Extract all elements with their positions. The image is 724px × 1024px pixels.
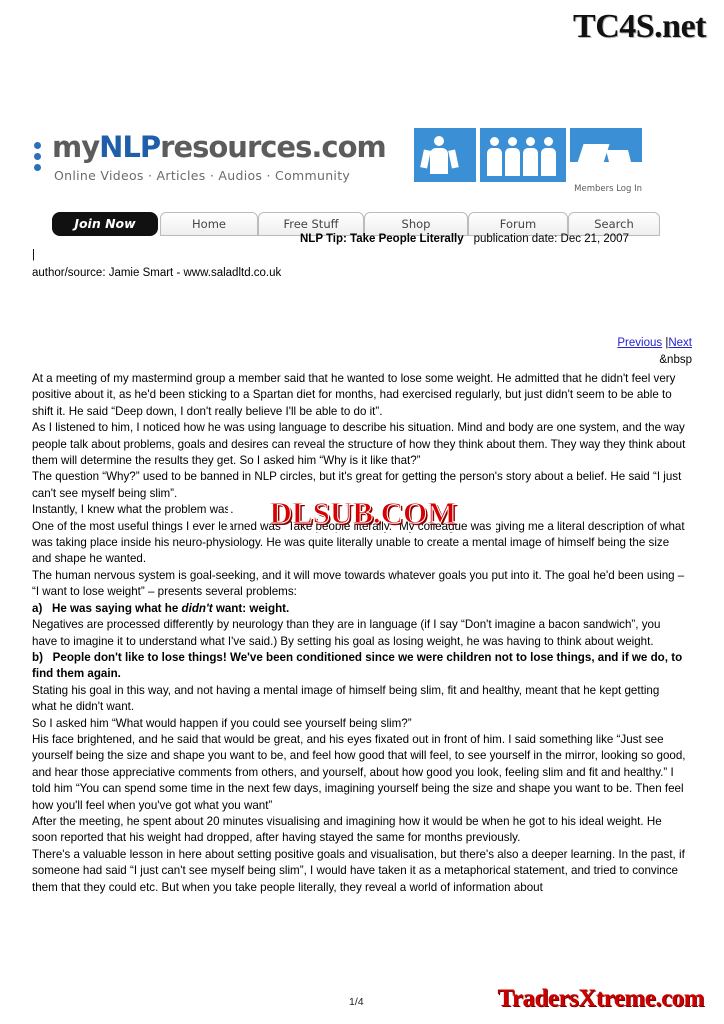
nav-tab-join-now[interactable]: Join Now [52,212,158,236]
site-logo[interactable] [32,128,386,198]
banner-images [384,128,642,194]
logo-text-nlp: NLP [99,130,161,164]
logo-dots-icon [34,142,46,176]
center-watermark: DLSUB.COM [269,495,457,530]
paragraph: One of the most useful things I ever learned was “Take people literally.” My colleague was giving me a literal description of what was taking place inside his neuro-physiology. He was quite literally unable to create a mental image of himself being the size and shape he wanted. [32,519,685,566]
article-title-line [300,233,629,245]
pipe-separator: | [32,249,35,261]
paragraph: After the meeting, he spent about 20 minutes visualising and imagining how it would be when he got to his ideal weight. He soon reported that his weight had dropped, after having stayed the same for months previously. [32,814,662,845]
page-number: 1/4 [349,996,364,1008]
nav-tab-home[interactable]: Home [160,212,258,236]
logo-tagline: Online Videos · Articles · Audios · Community [54,168,351,183]
list-item-b [32,650,686,683]
banner-image-figure [414,128,476,182]
list-item-a [32,601,686,617]
previous-link[interactable]: Previous [617,337,663,349]
nav-tab-search[interactable]: Search [568,212,660,236]
list-item-a-text-post: want: weight. [212,601,290,615]
list-item-a-label: a) [32,601,43,615]
banner-image-landscape [570,128,642,182]
paragraph: His face brightened, and he said that would be great, and his eyes fixated out in front of him. I said something like “Just see yourself being the size and shape you want to be, and feel how good that will feel, to see yourself in the mirror, looking so good, and hear those appreciative comments from others, and yourself, about how good you look, feeling slim and fit and healthy.” I told him “You can spend some time in the next few days, imagining yourself being the size and shape you want to be. Then feel how you'll feel when you've got what you want” [32,732,686,812]
paragraph: Negatives are processed differently by neurology than they are in language (if I say “Don't imagine a bacon sandwich”, you have to imagine it to understand what I've said.) By setting his goal as losing weight, he was having to think about weight. [32,618,661,648]
top-watermark: TC4S.net [573,8,706,45]
article-title: NLP Tip: Take People Literally [300,233,464,245]
article-publication-date: publication date: Dec 21, 2007 [473,233,629,245]
paragraph: So I asked him “What would happen if you could see yourself being slim?” [32,716,412,730]
paragraph: The question “Why?” used to be banned in NLP circles, but it's great for getting the person's story about a belief. He said “I just can't see myself being slim”. [32,470,682,500]
article-body [32,371,686,896]
nav-tab-shop[interactable]: Shop [364,212,468,236]
paragraph: As I listened to him, I noticed how he was using language to describe his situation. Mind and body are one system, and the way people talk about problems, goals and desires can reveal the structure of how they think about them. They way they think about them will determine the results they get. So I asked him “Why is it like that?” [32,421,686,468]
nav-tab-free-stuff[interactable]: Free Stuff [258,212,364,236]
nav-tab-forum[interactable]: Forum [468,212,568,236]
paragraph: The human nervous system is goal-seeking, and it will move towards whatever goals you put into it. The goal he'd been using – “I want to lose weight” – presents several problems: [32,568,685,599]
next-link[interactable]: Next [668,337,692,349]
members-login-link[interactable]: Members Log In [574,184,642,194]
paragraph: Instantly, I knew what the problem was. [32,503,234,517]
list-item-b-text: People don't like to lose things! We've been conditioned since we were children not to lose things, and if we do, to find them again. [32,650,683,681]
banner-image-group [480,128,566,182]
pager-separator: | [665,337,669,349]
paragraph: At a meeting of my mastermind group a member said that he wanted to lose some weight. He admitted that he didn't feel very positive about it, as he'd been sticking to a Spartan diet for months, had exercised regularly, but just didn't seem to be able to shift it. He said “Deep down, I don't really believe I'll be able to do it”. [32,372,676,418]
logo-wordmark [52,130,386,164]
site-banner [32,128,642,208]
list-item-a-text-italic: didn't [181,601,213,615]
article-pager [617,337,692,349]
nbsp-text: &nbsp [659,354,692,366]
logo-text-resources: resources [160,130,312,164]
logo-text-com: .com [311,130,386,164]
logo-text-my: my [52,130,100,164]
paragraph: Stating his goal in this way, and not having a mental image of himself being slim, fit and healthy, meant that he kept getting what he didn't want. [32,683,660,714]
footer-watermark: TradersXtreme.com [497,985,704,1012]
list-item-b-label: b) [32,650,43,664]
paragraph: There's a valuable lesson in here about setting positive goals and visualisation, but there's also a deeper learning. In the past, if someone had said “I just can't see myself being slim”, I would have taken it as a metaphorical statement, and tried to convince them that they could etc. But when you take people literally, they reveal a world of information about [32,847,685,894]
article-author-source: author/source: Jamie Smart - www.saladltd.co.uk [32,267,282,279]
list-item-a-text-pre: He was saying what he [52,601,182,615]
